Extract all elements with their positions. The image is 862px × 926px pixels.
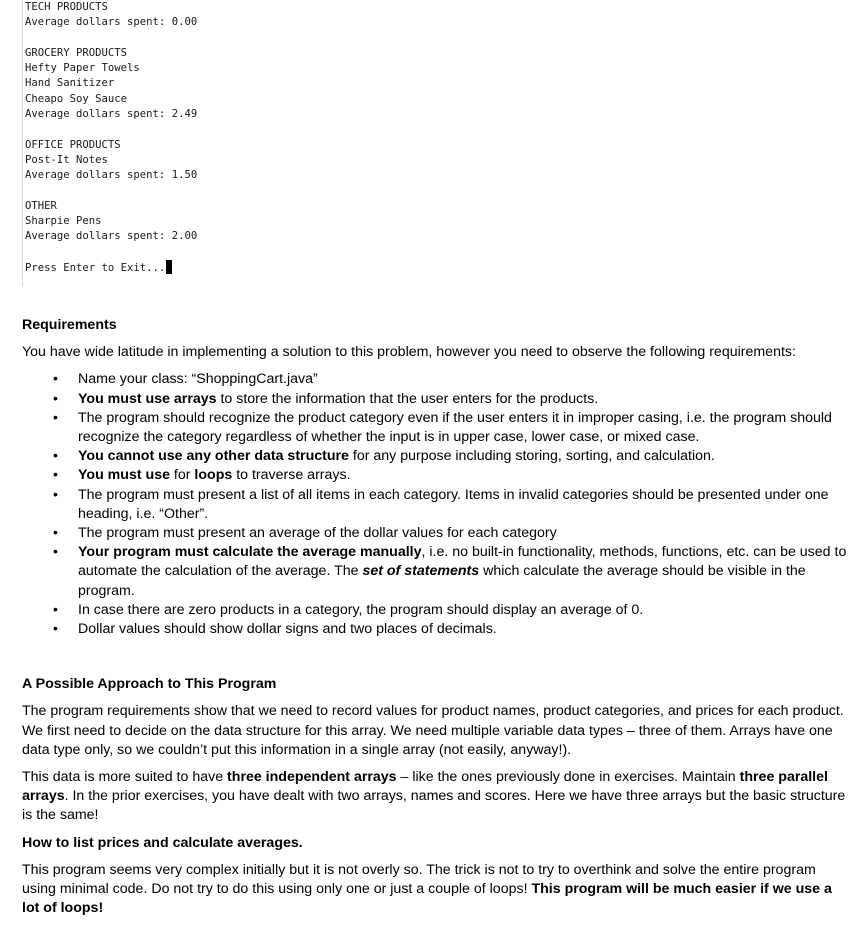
- requirement-text: [78, 487, 829, 522]
- bullet-icon: •: [53, 390, 58, 407]
- text-run: This program seems very complex initially but it is not overly so. The trick is not to try to overthink and solve the entire program using minimal code. Do not try to do this using only one or just a couple of loops!: [22, 861, 816, 898]
- console-block-other: [25, 199, 205, 245]
- approach-paragraph-2: [22, 768, 850, 826]
- bold-text: You must use: [78, 467, 170, 484]
- requirements-intro: You have wide latitude in implementing a solution to this problem, however you need to observe the following requirements:: [22, 344, 796, 361]
- bullet-icon: •: [53, 621, 58, 638]
- requirement-text: [78, 621, 497, 637]
- text-run: The program must present a list of all items in each category. Items in invalid categories should be presented under one heading, i.e. “Other”.: [78, 486, 829, 522]
- requirement-item: [22, 601, 850, 620]
- bullet-icon: •: [53, 525, 58, 542]
- bullet-icon: •: [53, 544, 58, 561]
- requirements-list: [22, 370, 850, 639]
- requirement-item: [22, 543, 850, 601]
- bold-text: This program will be much easier if we use a lot of loops!: [22, 881, 832, 917]
- console-item-line: Hefty Paper Towels: [25, 62, 140, 75]
- requirement-text: [78, 391, 598, 407]
- bold-text: You cannot use any other data structure: [78, 448, 349, 465]
- approach-heading: A Possible Approach to This Program: [22, 676, 277, 693]
- requirement-text: [78, 602, 643, 618]
- text-run: This data is more suited to have: [22, 769, 228, 786]
- text-run: , i.e. no built-in functionality, methods, functions, etc. can be used to automate the calculation of the average. The: [78, 544, 847, 580]
- text-run: Name your class: “ShoppingCart.java”: [78, 371, 318, 388]
- bold-text: three independent arrays: [227, 769, 397, 786]
- text-run: which calculate the average should be visible in the program.: [78, 563, 806, 599]
- bullet-icon: •: [53, 371, 58, 388]
- bold-text: Your program must calculate the average manually: [78, 544, 422, 561]
- console-spacer: [25, 245, 205, 260]
- requirement-item: [22, 466, 850, 485]
- console-exit-prompt: [25, 260, 205, 275]
- console-average-line: Average dollars spent: 0.00: [25, 16, 198, 29]
- console-block-grocery: [25, 46, 205, 122]
- console-block-tech: [25, 0, 205, 31]
- console-category-heading: TECH PRODUCTS: [25, 1, 108, 13]
- console-item-line: Post-It Notes: [25, 153, 108, 166]
- requirement-item: [22, 620, 850, 639]
- console-category-heading: OTHER: [25, 199, 57, 212]
- requirement-text: [78, 544, 846, 598]
- bold-text: three parallel arrays: [22, 769, 828, 805]
- console-category-heading: GROCERY PRODUCTS: [25, 46, 128, 59]
- requirement-text: [78, 410, 832, 445]
- text-run: The program must present an average of the dollar values for each category: [78, 525, 557, 542]
- console-average-line: Average dollars spent: 1.50: [25, 169, 198, 182]
- section-spacer: [22, 639, 850, 675]
- console-spacer: [25, 184, 205, 199]
- prices-paragraph-1: [22, 861, 850, 919]
- text-run: for any purpose including storing, sorting, and calculation.: [348, 448, 715, 465]
- text-run: to store the information that the user enters for the products.: [216, 390, 599, 407]
- requirement-item: [22, 370, 850, 389]
- bullet-icon: •: [53, 601, 58, 618]
- text-cursor: [166, 260, 172, 274]
- bold-text: You must use arrays: [78, 390, 217, 407]
- console-category-heading: OFFICE PRODUCTS: [25, 138, 121, 151]
- bold-text: loops: [194, 467, 233, 484]
- bullet-icon: •: [53, 486, 58, 503]
- requirement-text: [78, 467, 351, 483]
- console-average-line: Average dollars spent: 2.49: [25, 108, 198, 121]
- approach-paragraph-1: The program requirements show that we need to record values for product names, product categories, and prices for each product. We first need to decide on the data structure for this array. We need multiple variable data types – three of them. Arrays have one data type only, so we couldn’t put this information in a single array (not easily, anyway!).: [22, 703, 844, 758]
- requirement-item: [22, 390, 850, 409]
- console-spacer: [25, 31, 205, 46]
- text-run: In case there are zero products in a category, the program should display an average of 0.: [78, 601, 644, 618]
- console-average-line: Average dollars spent: 2.00: [25, 230, 198, 243]
- console-prompt-text: Press Enter to Exit...: [25, 262, 166, 275]
- requirement-text: [78, 525, 557, 541]
- requirements-heading: Requirements: [22, 317, 117, 333]
- prices-heading: How to list prices and calculate averages.: [22, 834, 303, 851]
- requirement-item: [22, 486, 850, 524]
- text-run: for: [169, 467, 195, 484]
- text-run: . In the prior exercises, you have dealt with two arrays, names and scores. Here we have three arrays but the basic structure is the same!: [22, 788, 846, 824]
- requirement-item: [22, 409, 850, 447]
- console-output: [22, 0, 205, 286]
- bullet-icon: •: [53, 448, 58, 465]
- text-run: to traverse arrays.: [232, 467, 351, 484]
- text-run: Dollar values should show dollar signs and two places of decimals.: [78, 621, 497, 638]
- text-run: The program should recognize the product category even if the user enters it in improper casing, i.e. the program should recognize the category regardless of whether the input is in upper case, lower case, or mixed case.: [78, 409, 832, 446]
- bold-italic-text: set of statements: [362, 563, 480, 580]
- requirement-text: [78, 448, 715, 464]
- bullet-icon: •: [53, 409, 58, 426]
- requirement-item: [22, 524, 850, 543]
- console-item-line: Cheapo Soy Sauce: [25, 92, 128, 105]
- requirement-item: [22, 447, 850, 466]
- console-block-office: [25, 138, 205, 184]
- console-item-line: Sharpie Pens: [25, 215, 102, 228]
- document-body: [22, 316, 850, 926]
- console-spacer: [25, 122, 205, 137]
- requirement-text: [78, 371, 318, 387]
- console-item-line: Hand Sanitizer: [25, 77, 115, 90]
- text-run: – like the ones previously done in exercises. Maintain: [396, 769, 740, 786]
- bullet-icon: •: [53, 467, 58, 484]
